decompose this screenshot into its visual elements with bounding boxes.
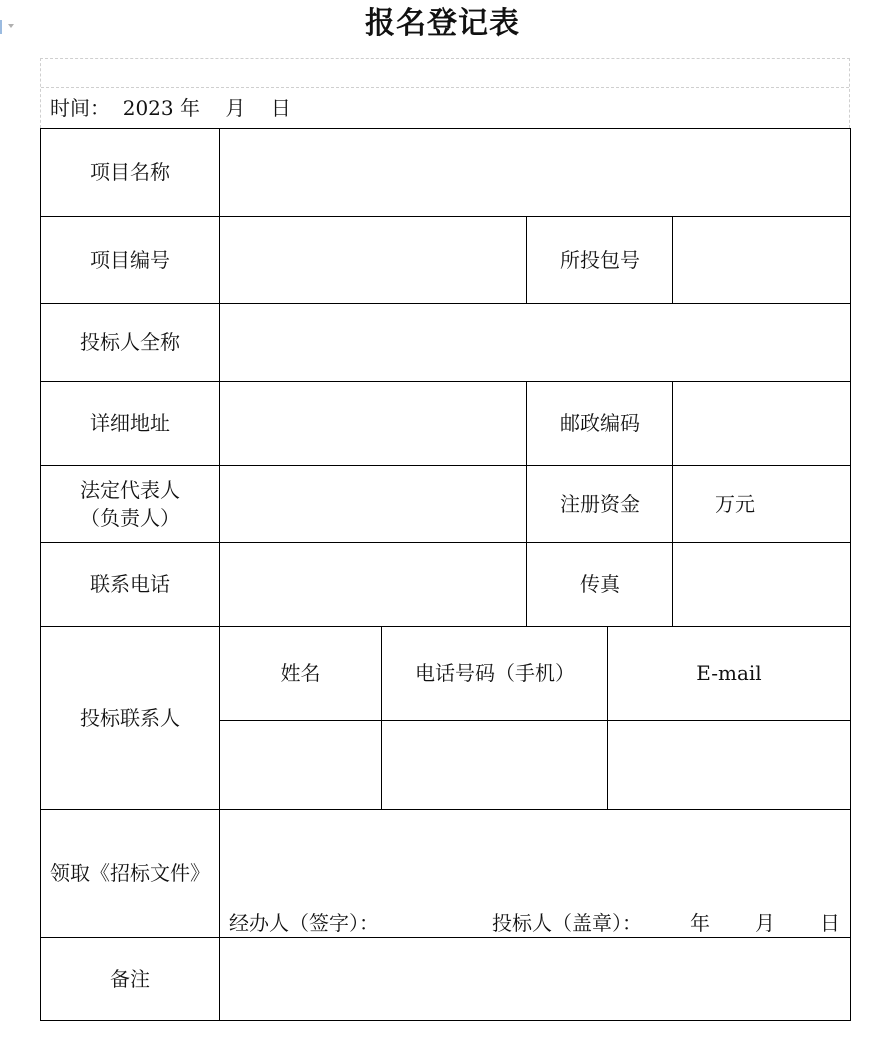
bidder-name-field[interactable] bbox=[220, 304, 850, 381]
contact-label: 投标联系人 bbox=[80, 705, 180, 730]
registered-capital-label: 注册资金 bbox=[560, 491, 640, 516]
phone-field[interactable] bbox=[220, 543, 526, 626]
date-day: 日 bbox=[820, 911, 840, 935]
page-title: 报名登记表 bbox=[365, 6, 520, 41]
capital-unit: 万元 bbox=[715, 492, 755, 516]
postcode-field[interactable] bbox=[673, 382, 850, 465]
address-field[interactable] bbox=[220, 382, 526, 465]
phone-label: 联系电话 bbox=[90, 572, 170, 596]
legal-rep-label bbox=[40, 465, 220, 542]
legal-rep-field[interactable] bbox=[220, 466, 526, 542]
remarks-label: 备注 bbox=[110, 966, 150, 991]
remarks-field[interactable] bbox=[220, 938, 850, 1020]
bidder-name-label: 投标人全称 bbox=[80, 330, 180, 354]
table-border-bottom bbox=[40, 1020, 851, 1021]
legal-rep-label-line1: 法定代表人 bbox=[80, 477, 180, 502]
header-divider bbox=[41, 87, 849, 88]
address-label: 详细地址 bbox=[90, 411, 170, 435]
contact-phone-field[interactable] bbox=[382, 721, 607, 809]
receive-docs-label: 领取《招标文件》 bbox=[50, 861, 210, 885]
lot-no-field[interactable] bbox=[673, 217, 850, 303]
date-year: 年 bbox=[690, 911, 710, 935]
bidder-seal: 投标人（盖章）： bbox=[492, 911, 642, 935]
contact-col-name: 姓名 bbox=[280, 661, 321, 685]
date-month: 月 bbox=[755, 911, 775, 935]
cursor-marker-icon bbox=[0, 16, 20, 36]
time-line: 时间： 2023 年 月 日 bbox=[50, 96, 291, 120]
project-name-field[interactable] bbox=[220, 129, 850, 216]
legal-rep-label-line2: （负责人） bbox=[80, 505, 180, 530]
contact-name-field[interactable] bbox=[220, 721, 381, 809]
project-name-label: 项目名称 bbox=[90, 160, 170, 184]
fax-label: 传真 bbox=[580, 572, 620, 596]
fax-field[interactable] bbox=[673, 543, 850, 626]
lot-no-label: 所投包号 bbox=[560, 248, 640, 272]
project-no-field[interactable] bbox=[220, 217, 526, 303]
table-border-right bbox=[850, 128, 851, 1021]
contact-col-phone: 电话号码（手机） bbox=[415, 661, 575, 685]
postcode-label: 邮政编码 bbox=[560, 411, 640, 435]
contact-email-field[interactable] bbox=[608, 721, 850, 809]
handler-signature: 经办人（签字）： bbox=[229, 911, 379, 935]
registered-capital-field[interactable] bbox=[673, 466, 850, 542]
contact-col-email: E-mail bbox=[696, 661, 762, 685]
project-no-label: 项目编号 bbox=[90, 248, 170, 272]
